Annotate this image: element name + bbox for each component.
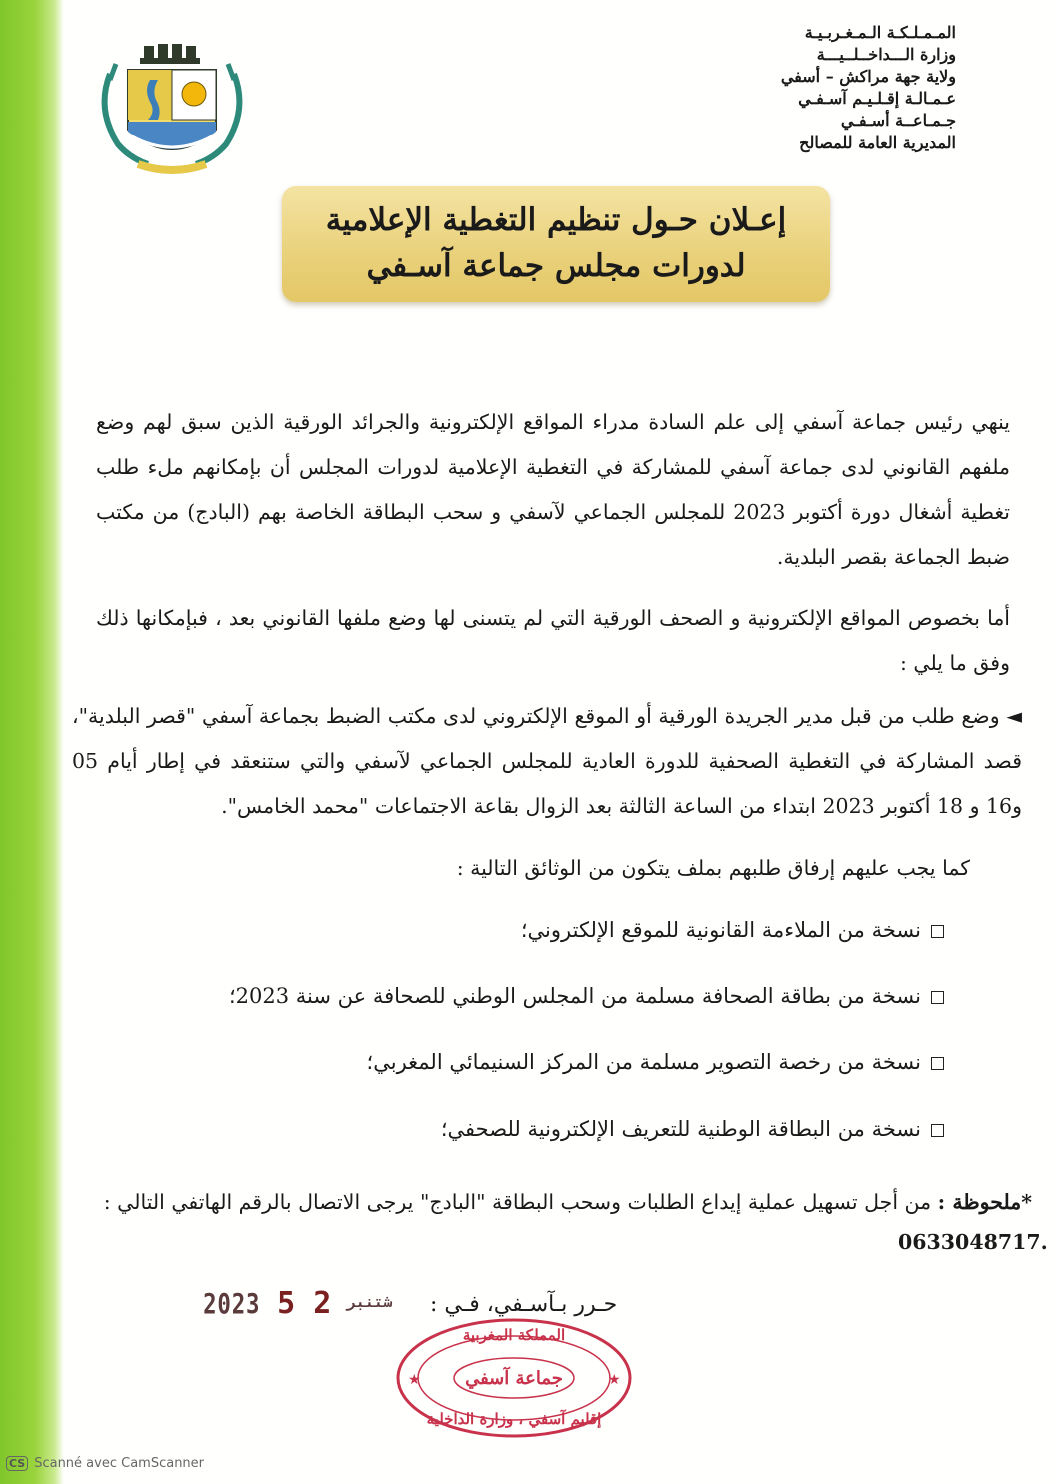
date-day: 2 5 <box>277 1286 332 1321</box>
document-item <box>229 984 944 1008</box>
bullet-arrow-icon: ◄ <box>1006 704 1022 728</box>
camscanner-logo-icon: CS <box>6 1456 28 1471</box>
header-line-region: ولاية جهة مراكش – أسفي <box>780 67 956 86</box>
ministry-header <box>716 22 956 154</box>
announcement-title-box <box>282 186 830 302</box>
seal-center-text: جماعة آسفي <box>465 1368 563 1389</box>
paragraph-websites: أما بخصوص المواقع الإلكترونية و الصحف الورقية التي لم يتسنى لها وضع ملفها القانوني بعد ، فبإمكانها ذلك وفق ما يلي : <box>96 606 1010 675</box>
checkbox-icon <box>931 991 944 1004</box>
header-line-directorate: المديرية العامة للمصالح <box>799 133 956 152</box>
note-paragraph <box>96 1180 1032 1225</box>
paragraph-request-text: وضع طلب من قبل مدير الجريدة الورقية أو الموقع الإلكتروني لدى مكتب الضبط بجماعة آسفي "قصر البلدية"، قصد المشاركة في التغطية الصحفية للدورة العادية للمجلس الجماعي لآسفي والتي ستنعقد في إطار أيام 05 و16 و 18 أكتوبر 2023 ابتداء من الساعة الثالثة بعد الزوال بقاعة الاجتماعات "محمد الخامس". <box>72 704 1022 818</box>
checkbox-icon <box>931 1057 944 1070</box>
phone-number: 0633048717. <box>898 1230 1048 1254</box>
seal-star-icon: ★ <box>608 1372 621 1388</box>
document-item-text: نسخة من البطاقة الوطنية للتعريف الإلكترونية للصحفي؛ <box>440 1117 921 1141</box>
title-line-2: لدورات مجلس جماعة آسـفي <box>366 248 746 284</box>
title-line-1: إعـلان حـول تنظيم التغطية الإعلامية <box>325 202 787 238</box>
date-month: شتنبر <box>346 1293 393 1311</box>
green-side-band <box>0 0 64 1484</box>
camscanner-watermark <box>6 1456 204 1471</box>
header-line-ministry: وزارة الـــداخــلــيـــة <box>816 45 956 64</box>
header-line-province: عـمـالـة إقـلـيـم آسـفـي <box>798 89 956 108</box>
header-line-kingdom: المـمـلـكـة الـمـغـربـيـة <box>804 23 956 42</box>
safi-coat-of-arms-logo <box>88 40 256 180</box>
checkbox-icon <box>931 1124 944 1137</box>
seal-top-text: المملكة المغربية <box>462 1326 566 1344</box>
note-text: من أجل تسهيل عملية إيداع الطلبات وسحب البطاقة "البادج" يرجى الاتصال بالرقم الهاتفي التالي : <box>103 1190 932 1214</box>
official-seal-stamp <box>394 1316 634 1440</box>
checkbox-icon <box>931 925 944 938</box>
seal-star-icon: ★ <box>408 1372 421 1388</box>
document-item <box>521 918 944 942</box>
document-item-text: نسخة من بطاقة الصحافة مسلمة من المجلس الوطني للصحافة عن سنة 2023؛ <box>228 984 921 1008</box>
date-year: 2023 <box>203 1287 261 1320</box>
header-line-commune: جـمـاعــة أسـفـي <box>840 111 956 130</box>
written-at-label: حـرر بـآسـفي، فـي : <box>430 1292 618 1317</box>
paragraph-intro: ينهي رئيس جماعة آسفي إلى علم السادة مدراء المواقع الإلكترونية والجرائد الورقية الذين سبق لهم وضع ملفهم القانوني لدى جماعة آسفي للمشاركة في التغطية الإعلامية لدورات المجلس أن بإمكانهم ملء طلب تغطية أشغال دورة أكتوبر 2023 للمجلس الجماعي لآسفي و سحب البطاقة الخاصة بهم (البادج) من مكتب ضبط الجماعة بقصر البلدية. <box>96 410 1010 569</box>
date-stamp <box>196 1286 398 1321</box>
seal-bottom-text: إقليم آسفي ، وزارة الداخلية <box>426 1410 602 1428</box>
camscanner-text: Scanné avec CamScanner <box>34 1456 205 1471</box>
document-item <box>441 1117 944 1141</box>
note-label: *ملحوظة : <box>937 1190 1032 1214</box>
document-item <box>367 1050 944 1074</box>
paragraph-documents-intro: كما يجب عليهم إرفاق طلبهم بملف يتكون من الوثائق التالية : <box>456 856 970 880</box>
document-item-text: نسخة من رخصة التصوير مسلمة من المركز السنيمائي المغربي؛ <box>366 1050 921 1074</box>
document-item-text: نسخة من الملاءمة القانونية للموقع الإلكتروني؛ <box>520 918 921 942</box>
paragraph-request <box>72 694 1022 829</box>
